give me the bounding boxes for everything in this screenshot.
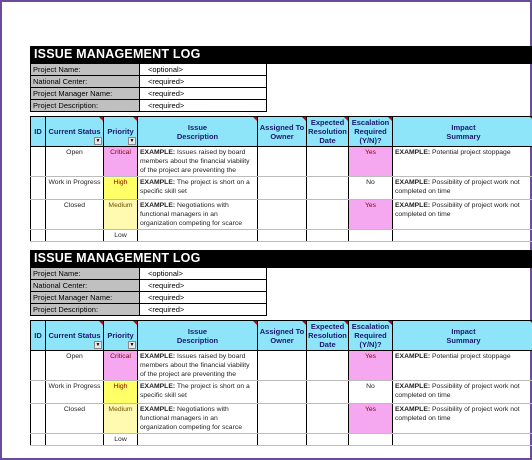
escalation-cell[interactable]: Yes xyxy=(349,147,393,177)
table-row xyxy=(31,434,532,446)
impact-cell[interactable]: EXAMPLE: Possibility of project work not completed on time xyxy=(393,177,532,200)
priority-cell[interactable]: Medium xyxy=(104,200,138,230)
project-description-label: Project Description: xyxy=(31,100,140,112)
col-status-header[interactable]: Current Status ▼ xyxy=(46,321,104,351)
date-cell[interactable] xyxy=(307,351,349,381)
owner-cell[interactable] xyxy=(258,177,307,200)
priority-cell[interactable]: Medium xyxy=(104,404,138,434)
escalation-cell[interactable]: No xyxy=(349,177,393,200)
status-cell[interactable] xyxy=(46,434,104,446)
priority-cell[interactable]: Low xyxy=(104,434,138,446)
owner-cell[interactable] xyxy=(258,230,307,242)
impact-cell[interactable]: EXAMPLE: Potential project stoppage xyxy=(393,351,532,381)
project-manager-field[interactable]: <required> xyxy=(140,88,267,100)
table-row xyxy=(31,404,532,434)
priority-cell[interactable]: Critical xyxy=(104,147,138,177)
date-cell[interactable] xyxy=(307,230,349,242)
col-impact-header: Impact Summary xyxy=(393,321,532,351)
description-cell[interactable] xyxy=(138,230,258,242)
status-cell[interactable]: Closed xyxy=(46,200,104,230)
impact-cell[interactable] xyxy=(393,434,532,446)
description-cell[interactable]: EXAMPLE: Issues raised by board members about the financial viability of the project are preventing the xyxy=(138,147,258,177)
impact-cell[interactable]: EXAMPLE: Possibility of project work not completed on time xyxy=(393,381,532,404)
status-cell[interactable]: Open xyxy=(46,351,104,381)
table-row xyxy=(31,351,532,381)
col-assigned-header: Assigned To Owner xyxy=(258,117,307,147)
issue-log-1 xyxy=(30,46,532,242)
info-blank-area xyxy=(267,63,532,112)
date-cell[interactable] xyxy=(307,434,349,446)
issue-log-2 xyxy=(30,250,532,446)
escalation-cell[interactable] xyxy=(349,230,393,242)
col-description-header: Issue Description xyxy=(138,117,258,147)
escalation-cell[interactable]: Yes xyxy=(349,200,393,230)
dropdown-arrow-icon[interactable]: ▼ xyxy=(129,342,135,348)
id-cell[interactable] xyxy=(31,230,46,242)
window-frame-top xyxy=(2,0,532,2)
owner-cell[interactable] xyxy=(258,404,307,434)
priority-cell[interactable]: Critical xyxy=(104,351,138,381)
info-blank-area xyxy=(267,267,532,316)
table-row xyxy=(31,230,532,242)
escalation-cell[interactable]: Yes xyxy=(349,351,393,381)
status-cell[interactable]: Work in Progress xyxy=(46,381,104,404)
project-description-label: Project Description: xyxy=(31,304,140,316)
project-info xyxy=(30,63,532,112)
col-id-header: ID xyxy=(31,321,46,351)
description-cell[interactable]: EXAMPLE: The project is short on a specific skill set xyxy=(138,381,258,404)
id-cell[interactable] xyxy=(31,147,46,177)
project-manager-label: Project Manager Name: xyxy=(31,88,140,100)
id-cell[interactable] xyxy=(31,381,46,404)
project-name-label: Project Name: xyxy=(31,64,140,76)
project-description-field[interactable]: <required> xyxy=(140,100,267,112)
national-center-field[interactable]: <required> xyxy=(140,280,267,292)
project-manager-field[interactable]: <required> xyxy=(140,292,267,304)
status-cell[interactable]: Work in Progress xyxy=(46,177,104,200)
log-title: ISSUE MANAGEMENT LOG xyxy=(30,250,532,267)
description-cell[interactable] xyxy=(138,434,258,446)
impact-cell[interactable]: EXAMPLE: Possibility of project work not completed on time xyxy=(393,404,532,434)
national-center-field[interactable]: <required> xyxy=(140,76,267,88)
date-cell[interactable] xyxy=(307,147,349,177)
priority-cell[interactable]: High xyxy=(104,177,138,200)
impact-cell[interactable]: EXAMPLE: Potential project stoppage xyxy=(393,147,532,177)
owner-cell[interactable] xyxy=(258,434,307,446)
impact-cell[interactable] xyxy=(393,230,532,242)
project-description-field[interactable]: <required> xyxy=(140,304,267,316)
description-cell[interactable]: EXAMPLE: Negotiations with functional managers in an organization competing for scarce xyxy=(138,404,258,434)
log-title: ISSUE MANAGEMENT LOG xyxy=(30,46,532,63)
col-expected-date-header: Expected Resolution Date xyxy=(308,322,347,349)
col-status-header[interactable]: Current Status ▼ xyxy=(46,117,104,147)
project-name-field[interactable]: <optional> xyxy=(140,268,267,280)
dropdown-arrow-icon[interactable]: ▼ xyxy=(95,138,101,144)
project-info xyxy=(30,267,532,316)
id-cell[interactable] xyxy=(31,200,46,230)
project-name-label: Project Name: xyxy=(31,268,140,280)
date-cell[interactable] xyxy=(307,200,349,230)
table-row xyxy=(31,177,532,200)
issue-table xyxy=(30,116,532,242)
priority-cell[interactable]: Low xyxy=(104,230,138,242)
date-cell[interactable] xyxy=(307,177,349,200)
issue-table xyxy=(30,320,532,446)
table-row xyxy=(31,147,532,177)
escalation-cell[interactable] xyxy=(349,434,393,446)
id-cell[interactable] xyxy=(31,434,46,446)
description-cell[interactable]: EXAMPLE: Negotiations with functional managers in an organization competing for scarce xyxy=(138,200,258,230)
dropdown-arrow-icon[interactable]: ▼ xyxy=(129,138,135,144)
table-row xyxy=(31,381,532,404)
table-row xyxy=(31,200,532,230)
escalation-cell[interactable]: No xyxy=(349,381,393,404)
owner-cell[interactable] xyxy=(258,351,307,381)
col-escalation-header: Escalation Required (Y/N)? xyxy=(349,117,393,147)
col-escalation-header: Escalation Required (Y/N)? xyxy=(349,321,393,351)
id-cell[interactable] xyxy=(31,177,46,200)
col-description-header: Issue Description xyxy=(138,321,258,351)
status-cell[interactable]: Closed xyxy=(46,404,104,434)
col-priority-header[interactable]: Priority ▼ xyxy=(104,321,138,351)
status-cell[interactable] xyxy=(46,230,104,242)
id-cell[interactable] xyxy=(31,351,46,381)
national-center-label: National Center: xyxy=(31,280,140,292)
escalation-cell[interactable]: Yes xyxy=(349,404,393,434)
owner-cell[interactable] xyxy=(258,147,307,177)
project-name-field[interactable]: <optional> xyxy=(140,64,267,76)
col-impact-header: Impact Summary xyxy=(393,117,532,147)
project-manager-label: Project Manager Name: xyxy=(31,292,140,304)
owner-cell[interactable] xyxy=(258,200,307,230)
owner-cell[interactable] xyxy=(258,381,307,404)
priority-cell[interactable]: High xyxy=(104,381,138,404)
col-expected-date-header: Expected Resolution Date xyxy=(308,118,347,145)
col-assigned-header: Assigned To Owner xyxy=(258,321,307,351)
id-cell[interactable] xyxy=(31,404,46,434)
description-cell[interactable]: EXAMPLE: Issues raised by board members about the financial viability of the project are preventing the xyxy=(138,351,258,381)
national-center-label: National Center: xyxy=(31,76,140,88)
description-cell[interactable]: EXAMPLE: The project is short on a specific skill set xyxy=(138,177,258,200)
dropdown-arrow-icon[interactable]: ▼ xyxy=(95,342,101,348)
status-cell[interactable]: Open xyxy=(46,147,104,177)
col-priority-header[interactable]: Priority ▼ xyxy=(104,117,138,147)
impact-cell[interactable]: EXAMPLE: Possibility of project work not completed on time xyxy=(393,200,532,230)
date-cell[interactable] xyxy=(307,404,349,434)
col-id-header: ID xyxy=(31,117,46,147)
date-cell[interactable] xyxy=(307,381,349,404)
